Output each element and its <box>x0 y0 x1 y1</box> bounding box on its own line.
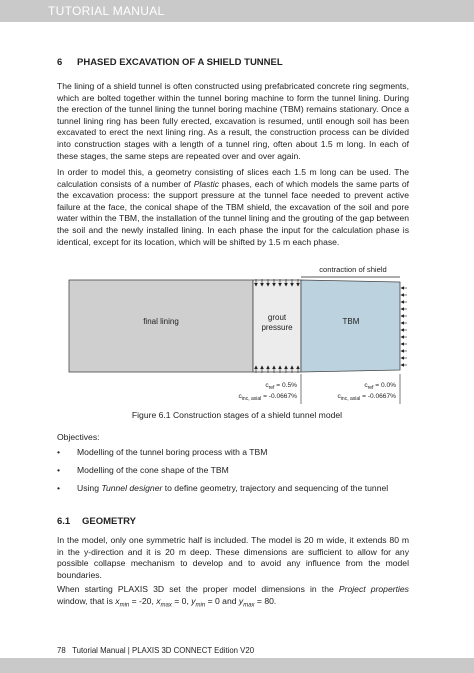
final-lining-label: final lining <box>143 317 179 326</box>
subsection-number: 6.1 <box>57 516 71 527</box>
strain-left-cinc: $c_{inc, axial} = -0.0667\%$ <box>238 393 297 402</box>
footer-bar <box>0 658 474 673</box>
subsection-heading <box>57 516 136 527</box>
paragraph-geometry: In the model, only one symmetric half is included. The model is 20 m wide, it extends 80 m in the y-direction and it is 20 m deep. These dimensions are sufficient to allow for any possible collapse mechanism to develop and to avoid any influence from the model boundaries. <box>57 535 409 580</box>
paragraph-model-b: phases, each of which models the same parts of the excavation process: the support pressure at the tunnel face needed to prevent active failure at the face, the conical shape of the TBM shield, the excavation of the soil and pore water within the TBM, the installation of the tunnel lining and the grouting of the gap between the soil and the newly installed lining. In each phase the input for the calculation phase is identical, except for its location, which will be shifted by 1.5 m each phase. <box>57 178 409 247</box>
paragraph-dimensions-b: window, that is <box>57 595 116 606</box>
paragraph-model-em: Plastic <box>193 178 219 189</box>
final-lining-block <box>69 280 253 372</box>
bullet-marker: • <box>57 447 61 457</box>
ymax-value: = 80. <box>254 595 277 606</box>
paragraph-dimensions <box>57 584 409 612</box>
strain-right-cinc: $c_{inc, axial} = -0.0667\%$ <box>337 393 396 402</box>
xmin-value: = -20, <box>129 595 157 606</box>
bullet-marker: • <box>57 483 61 493</box>
xmax-value: = 0, <box>171 595 192 606</box>
strain-right-cref: $c_{ref} = 0.0\%$ <box>364 382 396 391</box>
face-pressure-arrows <box>401 288 407 365</box>
tunnel-stages-figure <box>57 262 417 412</box>
paragraph-model-a: In order to model this, a geometry consisting of slices each 1.5 m long can be used. The calculation consists of a number of <box>57 167 409 189</box>
strain-left-cref: $c_{ref} = 0.5\%$ <box>265 382 297 391</box>
list-item <box>57 447 409 465</box>
list-item-text: Modelling of the tunnel boring process with a TBM <box>77 447 268 457</box>
header-bar <box>0 0 474 22</box>
section-title: PHASED EXCAVATION OF A SHIELD TUNNEL <box>77 57 283 68</box>
tbm-label: TBM <box>342 317 360 326</box>
list-item-text: Modelling of the cone shape of the TBM <box>77 465 229 475</box>
objectives-heading: Objectives: <box>57 432 100 442</box>
xmin-symbol: x <box>115 595 120 606</box>
section-heading <box>57 57 283 68</box>
figure-caption: Figure 6.1 Construction stages of a shield tunnel model <box>131 410 343 420</box>
paragraph-intro: The lining of a shield tunnel is often constructed using prefabricated concrete ring segments, which are bolted together within the tunnel boring machine to form the tunnel lining. During the erection of the tunnel lining the tunnel boring machine (TBM) remains stationary. Once a tunnel lining ring has been fully erected, excavation is resumed, until enough soil has been excavated to erect the next lining ring. As a result, the construction process can be divided into construction stages with a length of a tunnel ring, often about 1.5 m long. In each of these stages, the same steps are repeated over and over again. <box>57 81 409 161</box>
xmax-sub: max <box>160 602 172 609</box>
list-item <box>57 465 409 483</box>
footer-text: Tutorial Manual | PLAXIS 3D CONNECT Edition V20 <box>72 646 255 655</box>
paragraph-dimensions-a: When starting PLAXIS 3D set the proper model dimensions in the <box>57 584 339 594</box>
header-title: TUTORIAL MANUAL <box>48 4 165 18</box>
list-item-text-a: Using <box>77 483 102 493</box>
list-item-text <box>77 483 388 493</box>
list-item-text-b: to define geometry, trajectory and sequencing of the tunnel <box>162 483 389 493</box>
page-number: 78 <box>57 646 66 655</box>
tbm-block <box>301 280 400 372</box>
objectives-list <box>57 447 409 501</box>
xmax-symbol: x <box>156 595 161 606</box>
paragraph-model <box>57 167 409 248</box>
ymax-sub: max <box>243 602 255 609</box>
ymax-symbol: y <box>238 595 244 606</box>
ymin-symbol: y <box>191 595 196 606</box>
xmin-sub: min <box>119 602 130 609</box>
grout-label-2: pressure <box>261 323 293 332</box>
page-footer <box>57 646 254 655</box>
paragraph-dimensions-em: Project properties <box>338 584 409 594</box>
subsection-title: GEOMETRY <box>82 516 137 527</box>
grout-label-1: grout <box>267 313 287 322</box>
contraction-label: contraction of shield <box>319 265 387 274</box>
ymin-value: = 0 and <box>205 595 239 606</box>
list-item-text-em: Tunnel designer <box>101 483 163 493</box>
ymin-sub: min <box>195 602 206 609</box>
section-number: 6 <box>57 57 63 68</box>
list-item <box>57 483 409 501</box>
bullet-marker: • <box>57 465 61 475</box>
